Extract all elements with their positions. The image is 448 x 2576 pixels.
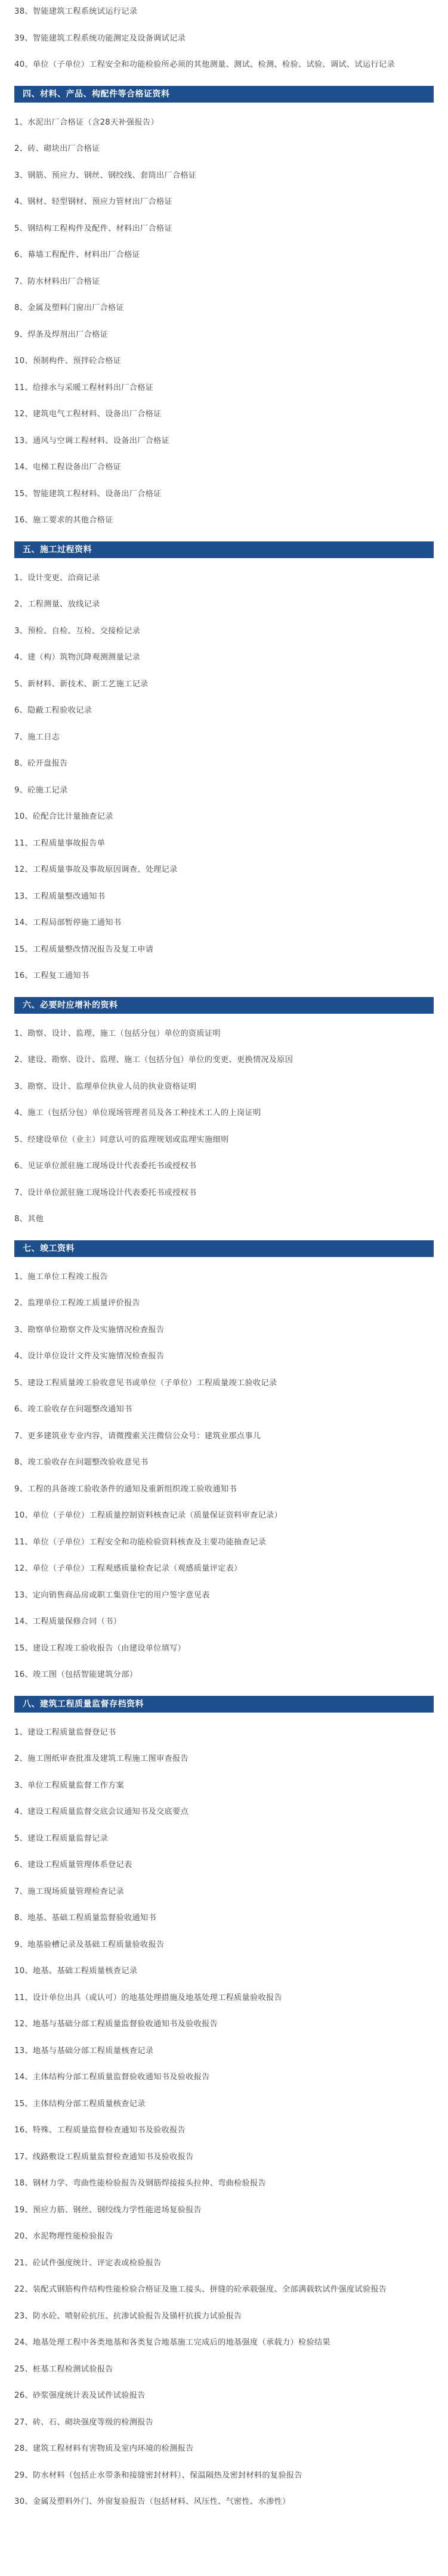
list-item: 14、电梯工程设备出厂合格证 bbox=[14, 463, 122, 472]
list-item: 16、工程复工通知书 bbox=[14, 971, 89, 980]
list-item: 16、施工要求的其他合格证 bbox=[14, 516, 113, 525]
list-item: 17、线路敷设工程质量监督检查通知书及验收报告 bbox=[14, 2152, 194, 2162]
list-item: 10、砼配合比计量抽查记录 bbox=[14, 812, 113, 821]
list-item: 27、砖、石、砌块强度等级的检测报告 bbox=[14, 2417, 154, 2427]
list-item: 8、砼开盘报告 bbox=[14, 759, 68, 768]
list-item: 16、竣工图（包括智能建筑分部） bbox=[14, 1670, 138, 1679]
list-item: 8、金属及塑料门窗出厂合格证 bbox=[14, 304, 125, 312]
list-item: 10、预制构件、预拌砼合格证 bbox=[14, 357, 122, 366]
list-item: 19、预应力筋、钢丝、钢绞线力学性能进场复验报告 bbox=[14, 2205, 202, 2215]
list-item: 15、工程质量整改情况报告及复工申请 bbox=[14, 945, 154, 954]
list-item: 12、建筑电气工程材料、设备出厂合格证 bbox=[14, 410, 162, 419]
list-item: 5、建设工程质量监督记录 bbox=[14, 1834, 109, 1843]
section-header: 四、材料、产品、构配件等合格证资料 bbox=[14, 86, 434, 103]
list-item: 11、设计单位出具（或认可）的地基处理措施及地基处理工程质量验收报告 bbox=[14, 1993, 282, 2002]
list-item: 3、勘察单位勘察文件及实施情况检查报告 bbox=[14, 1325, 165, 1335]
list-item: 12、工程质量事故及事故原因调查、处理记录 bbox=[14, 865, 178, 874]
list-item: 4、设计单位设计文件及实施情况检查报告 bbox=[14, 1352, 165, 1361]
list-item: 13、通风与空调工程材料、设备出厂合格证 bbox=[14, 436, 170, 445]
list-item: 11、工程质量事故报告单 bbox=[14, 838, 106, 848]
list-item: 4、建（构）筑物沉降观测测量记录 bbox=[14, 653, 141, 662]
list-item: 6、建设工程质量管理体系登记表 bbox=[14, 1860, 132, 1869]
list-item: 38、智能建筑工程系统试运行记录 bbox=[14, 7, 138, 16]
list-item: 16、特殊、工程质量监督检查通知书及验收报告 bbox=[14, 2126, 186, 2135]
list-item: 22、装配式钢筋构件结构性能检验合格证及施工接头、拼缝的砼承载强度、全部满载软试件强度试验报告 bbox=[14, 2285, 387, 2294]
list-item: 24、地基处理工程中各类地基和各类复合地基施工完成后的地基强度（承载力）检验结果 bbox=[14, 2338, 330, 2347]
list-item: 5、经建设单位（业主）同意认可的监理规划或监理实施细则 bbox=[14, 1135, 229, 1144]
list-item: 12、地基与基础分部工程质量监督验收通知书及验收报告 bbox=[14, 2020, 218, 2029]
list-item: 20、水泥物理性能检验报告 bbox=[14, 2232, 113, 2241]
list-item: 15、主体结构分部工程质量核查记录 bbox=[14, 2099, 146, 2109]
list-item: 7、施工现场质量管理检查记录 bbox=[14, 1887, 125, 1896]
list-item: 28、建筑工程材料有害物质及室内环境的检测报告 bbox=[14, 2444, 194, 2453]
list-item: 39、智能建筑工程系统功能测定及设备调试记录 bbox=[14, 33, 186, 43]
list-item: 26、砂浆强度统计表及试件试验报告 bbox=[14, 2391, 146, 2400]
list-item: 6、隐蔽工程验收记录 bbox=[14, 706, 92, 715]
list-item: 4、施工（包括分包）单位现场管理者员及各工种技术工人的上岗证明 bbox=[14, 1109, 261, 1117]
list-item: 2、监理单位工程竣工质量评价报告 bbox=[14, 1299, 141, 1308]
list-item: 3、单位工程质量监督工作方案 bbox=[14, 1781, 125, 1790]
list-item: 7、设计单位派驻施工现场设计代表委托书或授权书 bbox=[14, 1188, 197, 1197]
list-item: 6、见证单位派驻施工现场设计代表委托书或授权书 bbox=[14, 1162, 197, 1171]
list-item: 2、建设、勘察、设计、监理、施工（包括分包）单位的变更、更换情况及原因 bbox=[14, 1055, 293, 1064]
list-item: 3、钢筋、预应力、钢丝、钢绞线、套筒出厂合格证 bbox=[14, 171, 197, 180]
list-item: 10、地基、基础工程质量核查记录 bbox=[14, 1967, 138, 1976]
list-item: 15、建设工程竣工验收报告（由建设单位填写） bbox=[14, 1643, 186, 1653]
list-item: 2、工程测量、放线记录 bbox=[14, 600, 100, 609]
list-item: 10、单位（子单位）工程质量控制资料核查记录（质量保证资料审查记录） bbox=[14, 1511, 282, 1520]
list-item: 9、工程的具备竣工验收条件的通知及重新组织竣工验收通知书 bbox=[14, 1484, 237, 1494]
list-item: 9、砼施工记录 bbox=[14, 785, 68, 795]
list-item: 2、砖、砌块出厂合格证 bbox=[14, 144, 100, 153]
list-item: 23、防水砼、喷射砼抗压、抗渗试验报告及锚杆抗拔力试验报告 bbox=[14, 2311, 242, 2321]
list-item: 7、更多建筑业专业内容，请微搜索关注微信公众号：建筑业那点事儿 bbox=[14, 1431, 261, 1441]
list-item: 1、设计变更、洽商记录 bbox=[14, 573, 100, 583]
list-item: 6、幕墙工程配件、材料出厂合格证 bbox=[14, 250, 141, 259]
list-item: 12、单位（子单位）工程观感质量检查记录（观感质量评定表） bbox=[14, 1564, 242, 1573]
list-item: 5、钢结构工程构件及配件、材料出厂合格证 bbox=[14, 224, 172, 233]
list-item: 8、其他 bbox=[14, 1215, 44, 1224]
list-item: 15、智能建筑工程材料、设备出厂合格证 bbox=[14, 489, 162, 499]
list-item: 18、钢材力学、弯曲性能检验报告及钢筋焊接接头拉伸、弯曲检验报告 bbox=[14, 2179, 267, 2188]
list-item: 21、砼试件强度统计、评定表或检验报告 bbox=[14, 2258, 162, 2268]
list-item: 13、地基与基础分部工程质量核查记录 bbox=[14, 2046, 154, 2055]
list-item: 3、预检、自检、互检、交接检记录 bbox=[14, 626, 141, 636]
list-item: 11、单位（子单位）工程安全和功能检验资料核查及主要功能抽查记录 bbox=[14, 1537, 267, 1547]
list-item: 1、施工单位工程竣工报告 bbox=[14, 1272, 109, 1281]
list-item: 5、建设工程质量竣工验收意见书或单位（子单位）工程质量竣工验收记录 bbox=[14, 1378, 277, 1388]
list-item: 3、勘察、设计、监理单位执业人员的执业资格证明 bbox=[14, 1082, 197, 1091]
list-item: 14、主体结构分部工程质量监督验收通知书及验收报告 bbox=[14, 2073, 210, 2082]
list-item: 4、钢材、轻型钢材、预应力管材出厂合格证 bbox=[14, 197, 172, 206]
list-item: 11、给排水与采暖工程材料出厂合格证 bbox=[14, 383, 154, 392]
list-item: 2、施工图纸审查批准及建筑工程施工图审查报告 bbox=[14, 1754, 189, 1763]
list-item: 6、竣工验收存在问题整改通知书 bbox=[14, 1405, 132, 1414]
list-item: 7、施工日志 bbox=[14, 732, 60, 742]
list-item: 1、建设工程质量监督登记书 bbox=[14, 1727, 116, 1737]
list-item: 14、工程质量保修合同（书） bbox=[14, 1617, 122, 1626]
section-header: 七、竣工资料 bbox=[14, 1240, 434, 1257]
list-item: 9、焊条及焊剂出厂合格证 bbox=[14, 330, 109, 339]
list-item: 13、工程质量整改通知书 bbox=[14, 891, 106, 901]
list-item: 8、地基、基础工程质量监督验收通知书 bbox=[14, 1914, 156, 1922]
list-item: 40、单位（子单位）工程安全和功能检验所必须的其他测量、测试、检测、检验、试验、调试、试运行记录 bbox=[14, 60, 395, 69]
section-header: 五、施工过程资料 bbox=[14, 541, 434, 558]
list-item: 8、竣工验收存在问题整改验收意见书 bbox=[14, 1458, 149, 1467]
list-item: 7、防水材料出厂合格证 bbox=[14, 277, 100, 286]
section-header: 八、建筑工程质量监督存档资料 bbox=[14, 1696, 434, 1713]
list-item: 5、新材料、新技术、新工艺施工记录 bbox=[14, 679, 149, 689]
section-header: 六、必要时应增补的资料 bbox=[14, 997, 434, 1014]
list-item: 29、防水材料（包括止水带条和接缝密封材料）、保温隔热及密封材料的复验报告 bbox=[14, 2470, 302, 2480]
list-item: 9、地基验槽记录及基础工程质量验收报告 bbox=[14, 1940, 165, 1949]
list-item: 14、工程局部暂停施工通知书 bbox=[14, 918, 122, 927]
list-item: 25、桩基工程检测试验报告 bbox=[14, 2364, 113, 2374]
list-item: 1、勘察、设计、监理、施工（包括分包）单位的资质证明 bbox=[14, 1029, 221, 1038]
list-item: 30、金属及塑料外门、外窗复验报告（包括材料、风压性、气密性、水渗性） bbox=[14, 2497, 291, 2506]
list-item: 13、定向销售商品房或职工集资住宅的用户签字意见表 bbox=[14, 1590, 210, 1600]
list-item: 1、水泥出厂合格证（含28天补强报告） bbox=[14, 117, 159, 127]
list-item: 4、建设工程质量监督交底会议通知书及交底要点 bbox=[14, 1807, 189, 1816]
